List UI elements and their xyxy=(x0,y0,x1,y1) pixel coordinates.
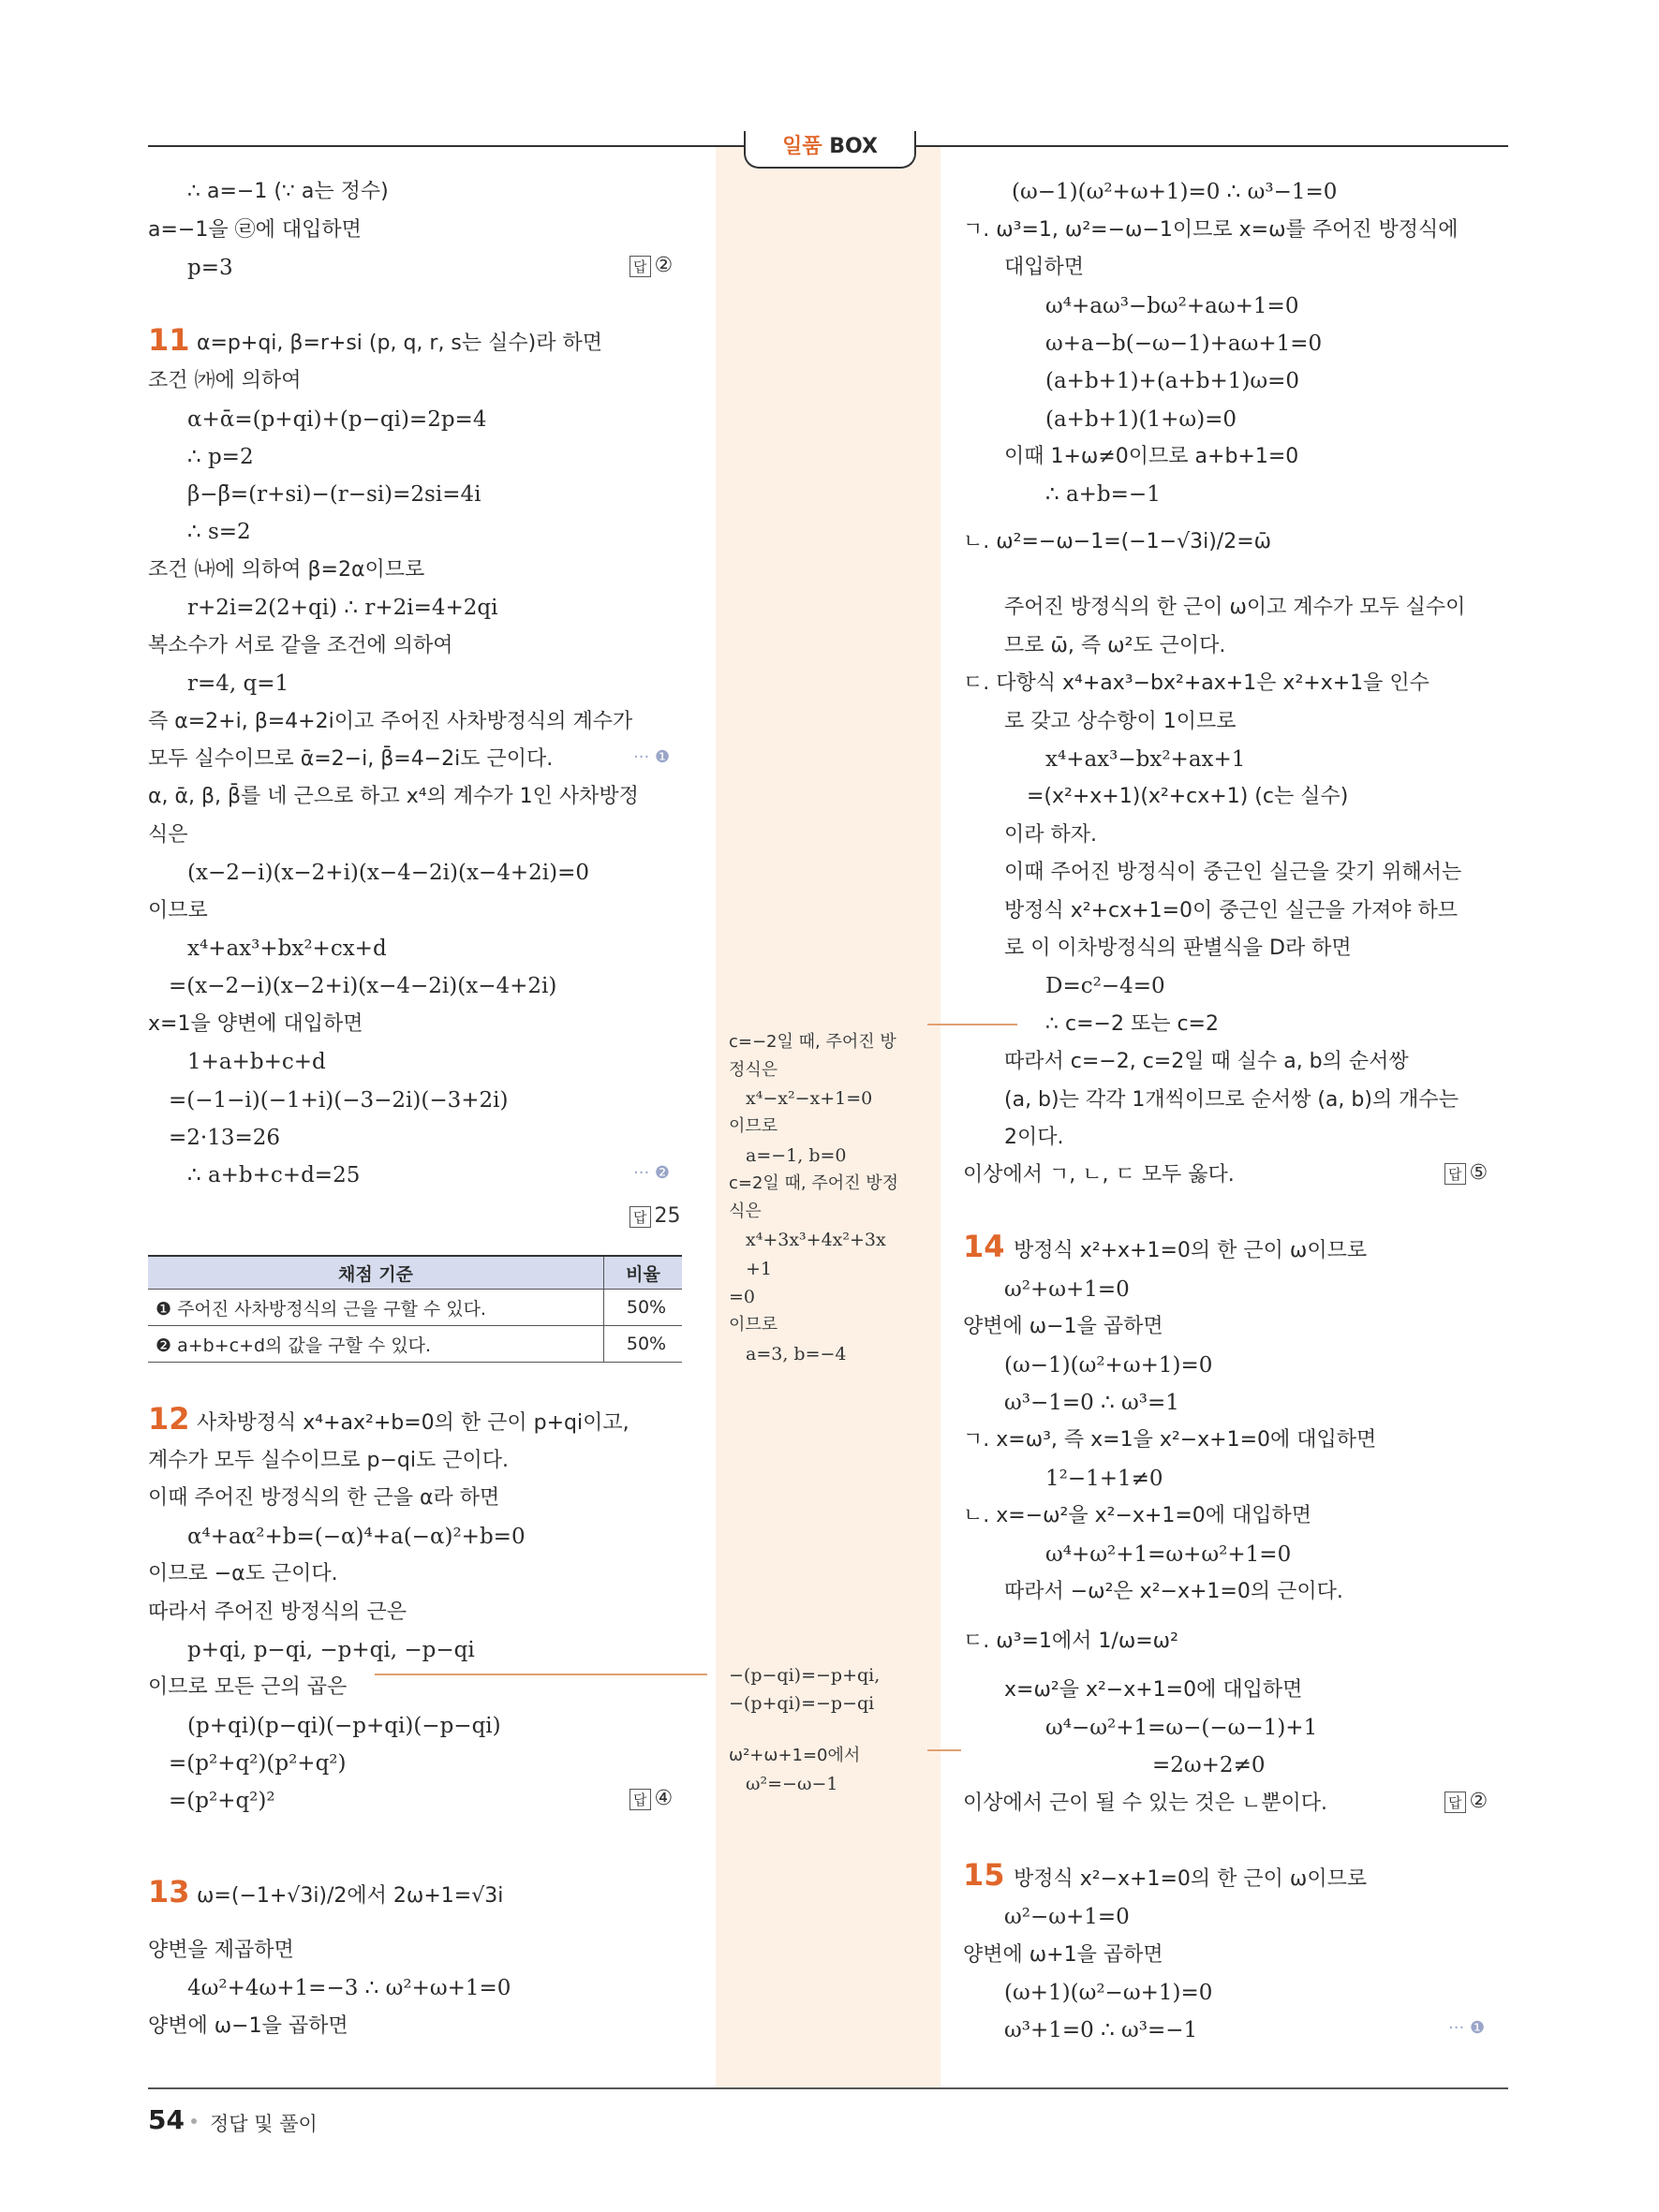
solution-line: ω⁴−ω²+1=ω−(−ω−1)+1 xyxy=(1045,1716,1318,1740)
solution-line: 이므로 모든 근의 곱은 xyxy=(148,1675,348,1699)
solution-line: 1²−1+1≠0 xyxy=(1045,1467,1163,1491)
solution-line: ω+a−b(−ω−1)+aω+1=0 xyxy=(1045,332,1323,356)
side-note-line: c=−2일 때, 주어진 방 xyxy=(729,1032,896,1052)
solution-line: =2ω+2≠0 xyxy=(1152,1753,1266,1777)
problem-number: 14 xyxy=(963,1229,1005,1264)
solution-line: =2·13=26 xyxy=(169,1126,281,1150)
grading-header-row xyxy=(148,1256,682,1290)
problem-number: 11 xyxy=(148,322,190,358)
solution-line: ∴ s=2 xyxy=(187,520,251,544)
solution-line: ∴ a=−1 (∵ a는 정수) xyxy=(187,180,389,203)
side-note-line: 이므로 xyxy=(729,1116,778,1136)
solution-line: x=ω²을 x²−x+1=0에 대입하면 xyxy=(1004,1678,1303,1702)
solution-line: (a+b+1)+(a+b+1)ω=0 xyxy=(1045,369,1300,393)
solution-line: 방정식 x²+x+1=0의 한 근이 ω이므로 xyxy=(1014,1239,1368,1262)
solution-line: p+qi, p−qi, −p+qi, −p−qi xyxy=(187,1638,475,1662)
solution-line: ω²−ω+1=0 xyxy=(1004,1905,1130,1929)
solution-line: 계수가 모두 실수이므로 p−qi도 근이다. xyxy=(148,1449,509,1472)
answer-icon: 답 xyxy=(1444,1792,1466,1813)
side-note-line: ω²+ω+1=0에서 xyxy=(729,1746,861,1765)
problem-number: 12 xyxy=(148,1401,190,1437)
solution-line: (ω−1)(ω²+ω+1)=0 xyxy=(1004,1353,1213,1378)
solution-line: ∴ p=2 xyxy=(187,445,254,469)
answer-mark xyxy=(630,1204,681,1228)
solution-line: =(x²+x+1)(x²+cx+1) (c는 실수) xyxy=(1027,785,1349,808)
solution-line: (a, b)는 각각 1개씩이므로 순서쌍 (a, b)의 개수는 xyxy=(1004,1088,1459,1112)
solution-line: p=3 xyxy=(187,256,233,280)
solution-line: x⁴+ax³−bx²+ax+1 xyxy=(1045,747,1246,772)
answer-mark xyxy=(1444,1790,1488,1813)
solution-line: 이때 주어진 방정식이 중근인 실근을 갖기 위해서는 xyxy=(1004,861,1462,884)
solution-line: 양변에 ω+1을 곱하면 xyxy=(963,1943,1163,1967)
footer-rule xyxy=(148,2087,1508,2089)
grading-ratio: 50% xyxy=(604,1326,683,1363)
solution-line: ω²+ω+1=0 xyxy=(1004,1277,1130,1302)
answer-mark xyxy=(630,1787,673,1810)
solution-line: 1+a+b+c+d xyxy=(187,1050,326,1074)
solution-line: 양변을 제곱하면 xyxy=(148,1939,294,1962)
solution-line: ㄱ. x=ω³, 즉 x=1을 x²−x+1=0에 대입하면 xyxy=(963,1428,1377,1452)
connector-line-12 xyxy=(375,1674,707,1675)
answer-icon: 답 xyxy=(630,1206,651,1228)
solution-line: 따라서 주어진 방정식의 근은 xyxy=(148,1600,407,1624)
solution-line: 이때 1+ω≠0이므로 a+b+1=0 xyxy=(1004,445,1299,468)
side-note-line: a=−1, b=0 xyxy=(746,1145,847,1166)
solution-line: (x−2−i)(x−2+i)(x−4−2i)(x−4+2i)=0 xyxy=(187,861,589,885)
solution-line: α=p+qi, β=r+si (p, q, r, s는 실수)라 하면 xyxy=(197,332,602,355)
connector-line-14 xyxy=(927,1749,961,1751)
grading-criterion: ❷ a+b+c+d의 값을 구할 수 있다. xyxy=(148,1326,604,1363)
footer-bullet xyxy=(191,2118,197,2124)
solution-line: 조건 ㈏에 의하여 β=2α이므로 xyxy=(148,558,425,582)
solution-line: 이때 주어진 방정식의 한 근을 α라 하면 xyxy=(148,1486,500,1510)
solution-line: 로 갖고 상수항이 1이므로 xyxy=(1004,710,1237,733)
solution-line: 이므로 −α도 근이다. xyxy=(148,1562,338,1585)
solution-line: 따라서 c=−2, c=2일 때 실수 a, b의 순서쌍 xyxy=(1004,1050,1409,1073)
solution-line: D=c²−4=0 xyxy=(1045,974,1165,998)
solution-line: α+ᾱ=(p+qi)+(p−qi)=2p=4 xyxy=(187,407,487,432)
solution-line: 이므로 xyxy=(148,899,208,922)
answer-icon: 답 xyxy=(1444,1163,1466,1185)
solution-line: 식은 xyxy=(148,823,188,847)
solution-line: 양변에 ω−1을 곱하면 xyxy=(963,1315,1163,1338)
side-note-line: 이므로 xyxy=(729,1315,778,1335)
side-note-line: +1 xyxy=(746,1259,773,1279)
step-marker: ··· ❶ xyxy=(633,747,671,767)
solution-line: 이상에서 ㄱ, ㄴ, ㄷ 모두 옳다. xyxy=(963,1163,1235,1187)
solution-line: =(x−2−i)(x−2+i)(x−4−2i)(x−4+2i) xyxy=(169,974,557,998)
solution-line: x=1을 양변에 대입하면 xyxy=(148,1012,363,1036)
side-note-line: 정식은 xyxy=(729,1060,778,1080)
solution-line: 즉 α=2+i, β=4+2i이고 주어진 사차방정식의 계수가 xyxy=(148,710,633,733)
side-note-line: x⁴+3x³+4x²+3x xyxy=(746,1230,886,1250)
solution-line: ㄷ. 다항식 x⁴+ax³−bx²+ax+1은 x²+x+1을 인수 xyxy=(963,671,1429,695)
solution-line: a=−1을 ㉣에 대입하면 xyxy=(148,218,362,242)
solution-line: 대입하면 xyxy=(1004,256,1085,279)
ilpum-box-tab xyxy=(744,131,916,169)
page-number: 54 xyxy=(148,2104,185,2135)
solution-line: =(p²+q²)² xyxy=(169,1789,275,1813)
solution-line: α⁴+aα²+b=(−α)⁴+a(−α)²+b=0 xyxy=(187,1525,526,1549)
answer-value: ② xyxy=(654,254,674,277)
side-note-line: −(p−qi)=−p+qi, xyxy=(729,1665,881,1686)
solution-line: (a+b+1)(1+ω)=0 xyxy=(1045,407,1237,432)
solution-line: ∴ a+b=−1 xyxy=(1045,482,1161,507)
solution-line: (p+qi)(p−qi)(−p+qi)(−p−qi) xyxy=(187,1714,501,1738)
grading-table xyxy=(148,1255,682,1363)
solution-line: r+2i=2(2+qi) ∴ r+2i=4+2qi xyxy=(187,596,498,620)
solution-line: ∴ c=−2 또는 c=2 xyxy=(1045,1012,1219,1036)
side-note-line: =0 xyxy=(729,1287,756,1307)
connector-line-13 xyxy=(927,1024,1017,1025)
answer-value: ⑤ xyxy=(1469,1161,1489,1185)
solution-line: ω⁴+aω³−bω²+aω+1=0 xyxy=(1045,294,1299,318)
solution-line: 이라 하자. xyxy=(1004,823,1097,847)
solution-line: 사차방정식 x⁴+ax²+b=0의 한 근이 p+qi이고, xyxy=(197,1411,630,1435)
side-note-line: −(p+qi)=−p−qi xyxy=(729,1693,875,1714)
solution-line: 4ω²+4ω+1=−3 ∴ ω²+ω+1=0 xyxy=(187,1976,511,2000)
side-note-line: c=2일 때, 주어진 방정 xyxy=(729,1173,899,1193)
solution-line: ㄴ. x=−ω²을 x²−x+1=0에 대입하면 xyxy=(963,1504,1312,1527)
solution-line: x⁴+ax³+bx²+cx+d xyxy=(187,936,387,961)
step-marker: ··· ❶ xyxy=(1448,2018,1486,2038)
answer-icon: 답 xyxy=(630,256,651,277)
side-note-line: x⁴−x²−x+1=0 xyxy=(746,1088,873,1109)
solution-line: 이상에서 근이 될 수 있는 것은 ㄴ뿐이다. xyxy=(963,1792,1327,1815)
side-note-line: a=3, b=−4 xyxy=(746,1344,847,1364)
solution-line: ω³+1=0 ∴ ω³=−1 xyxy=(1004,2018,1198,2042)
solution-line: ㄱ. ω³=1, ω²=−ω−1이므로 x=ω를 주어진 방정식에 xyxy=(963,218,1459,242)
box-label-box: BOX xyxy=(829,135,878,158)
solution-line: =(p²+q²)(p²+q²) xyxy=(169,1751,347,1776)
solution-line: r=4, q=1 xyxy=(187,671,289,696)
problem-number: 13 xyxy=(148,1874,190,1910)
side-note-line: 식은 xyxy=(729,1202,762,1221)
box-label-ilpum: 일품 xyxy=(782,135,822,158)
solution-line: (ω−1)(ω²+ω+1)=0 ∴ ω³−1=0 xyxy=(1012,180,1338,204)
answer-mark xyxy=(1444,1161,1488,1185)
solution-line: β−β̄=(r+si)−(r−si)=2si=4i xyxy=(187,482,481,507)
grading-criterion: ❶ 주어진 사차방정식의 근을 구할 수 있다. xyxy=(148,1290,604,1326)
answer-value: ② xyxy=(1469,1790,1489,1813)
solution-line: (ω+1)(ω²−ω+1)=0 xyxy=(1004,1981,1213,2005)
grading-row xyxy=(148,1326,682,1363)
answer-value: 25 xyxy=(654,1204,681,1228)
solution-line: 조건 ㈎에 의하여 xyxy=(148,369,302,392)
solution-line: =(−1−i)(−1+i)(−3−2i)(−3+2i) xyxy=(169,1088,509,1113)
problem-number: 15 xyxy=(963,1857,1005,1893)
solution-line: 양변에 ω−1을 곱하면 xyxy=(148,2014,348,2038)
solution-line: 로 이 이차방정식의 판별식을 D라 하면 xyxy=(1004,936,1352,960)
solution-line: 모두 실수이므로 ᾱ=2−i, β̄=4−2i도 근이다. xyxy=(148,747,554,771)
footer-label: 정답 및 풀이 xyxy=(210,2113,318,2135)
grading-ratio: 50% xyxy=(604,1290,683,1326)
answer-value: ④ xyxy=(654,1787,674,1810)
solution-line: ω⁴+ω²+1=ω+ω²+1=0 xyxy=(1045,1542,1292,1567)
solution-line: 므로 ω̄, 즉 ω²도 근이다. xyxy=(1004,634,1226,657)
step-marker: ··· ❷ xyxy=(633,1163,671,1183)
solution-line: α, ᾱ, β, β̄를 네 근으로 하고 x⁴의 계수가 1인 사차방정 xyxy=(148,785,639,808)
solution-line: 복소수가 서로 같을 조건에 의하여 xyxy=(148,634,453,657)
grading-row xyxy=(148,1290,682,1326)
answer-icon: 답 xyxy=(630,1789,651,1810)
solution-line: 2이다. xyxy=(1004,1126,1064,1149)
solution-line: ㄷ. ω³=1에서 1/ω=ω² xyxy=(963,1630,1178,1653)
grading-col-ratio: 비율 xyxy=(604,1256,683,1290)
solution-line: 방정식 x²+cx+1=0이 중근인 실근을 가져야 하므 xyxy=(1004,899,1458,922)
solution-line: 주어진 방정식의 한 근이 ω이고 계수가 모두 실수이 xyxy=(1004,596,1466,619)
grading-col-criteria: 채점 기준 xyxy=(148,1256,604,1290)
solution-line: ω=(−1+√3i)/2에서 2ω+1=√3i xyxy=(197,1884,504,1908)
side-note-line: ω²=−ω−1 xyxy=(746,1774,838,1794)
solution-line: ω³−1=0 ∴ ω³=1 xyxy=(1004,1391,1179,1415)
solution-line: ㄴ. ω²=−ω−1=(−1−√3i)/2=ω̄ xyxy=(963,530,1272,553)
solution-line: 방정식 x²−x+1=0의 한 근이 ω이므로 xyxy=(1014,1867,1368,1891)
answer-mark xyxy=(630,254,673,277)
solution-line: ∴ a+b+c+d=25 xyxy=(187,1163,361,1187)
solution-line: 따라서 −ω²은 x²−x+1=0의 근이다. xyxy=(1004,1580,1343,1603)
